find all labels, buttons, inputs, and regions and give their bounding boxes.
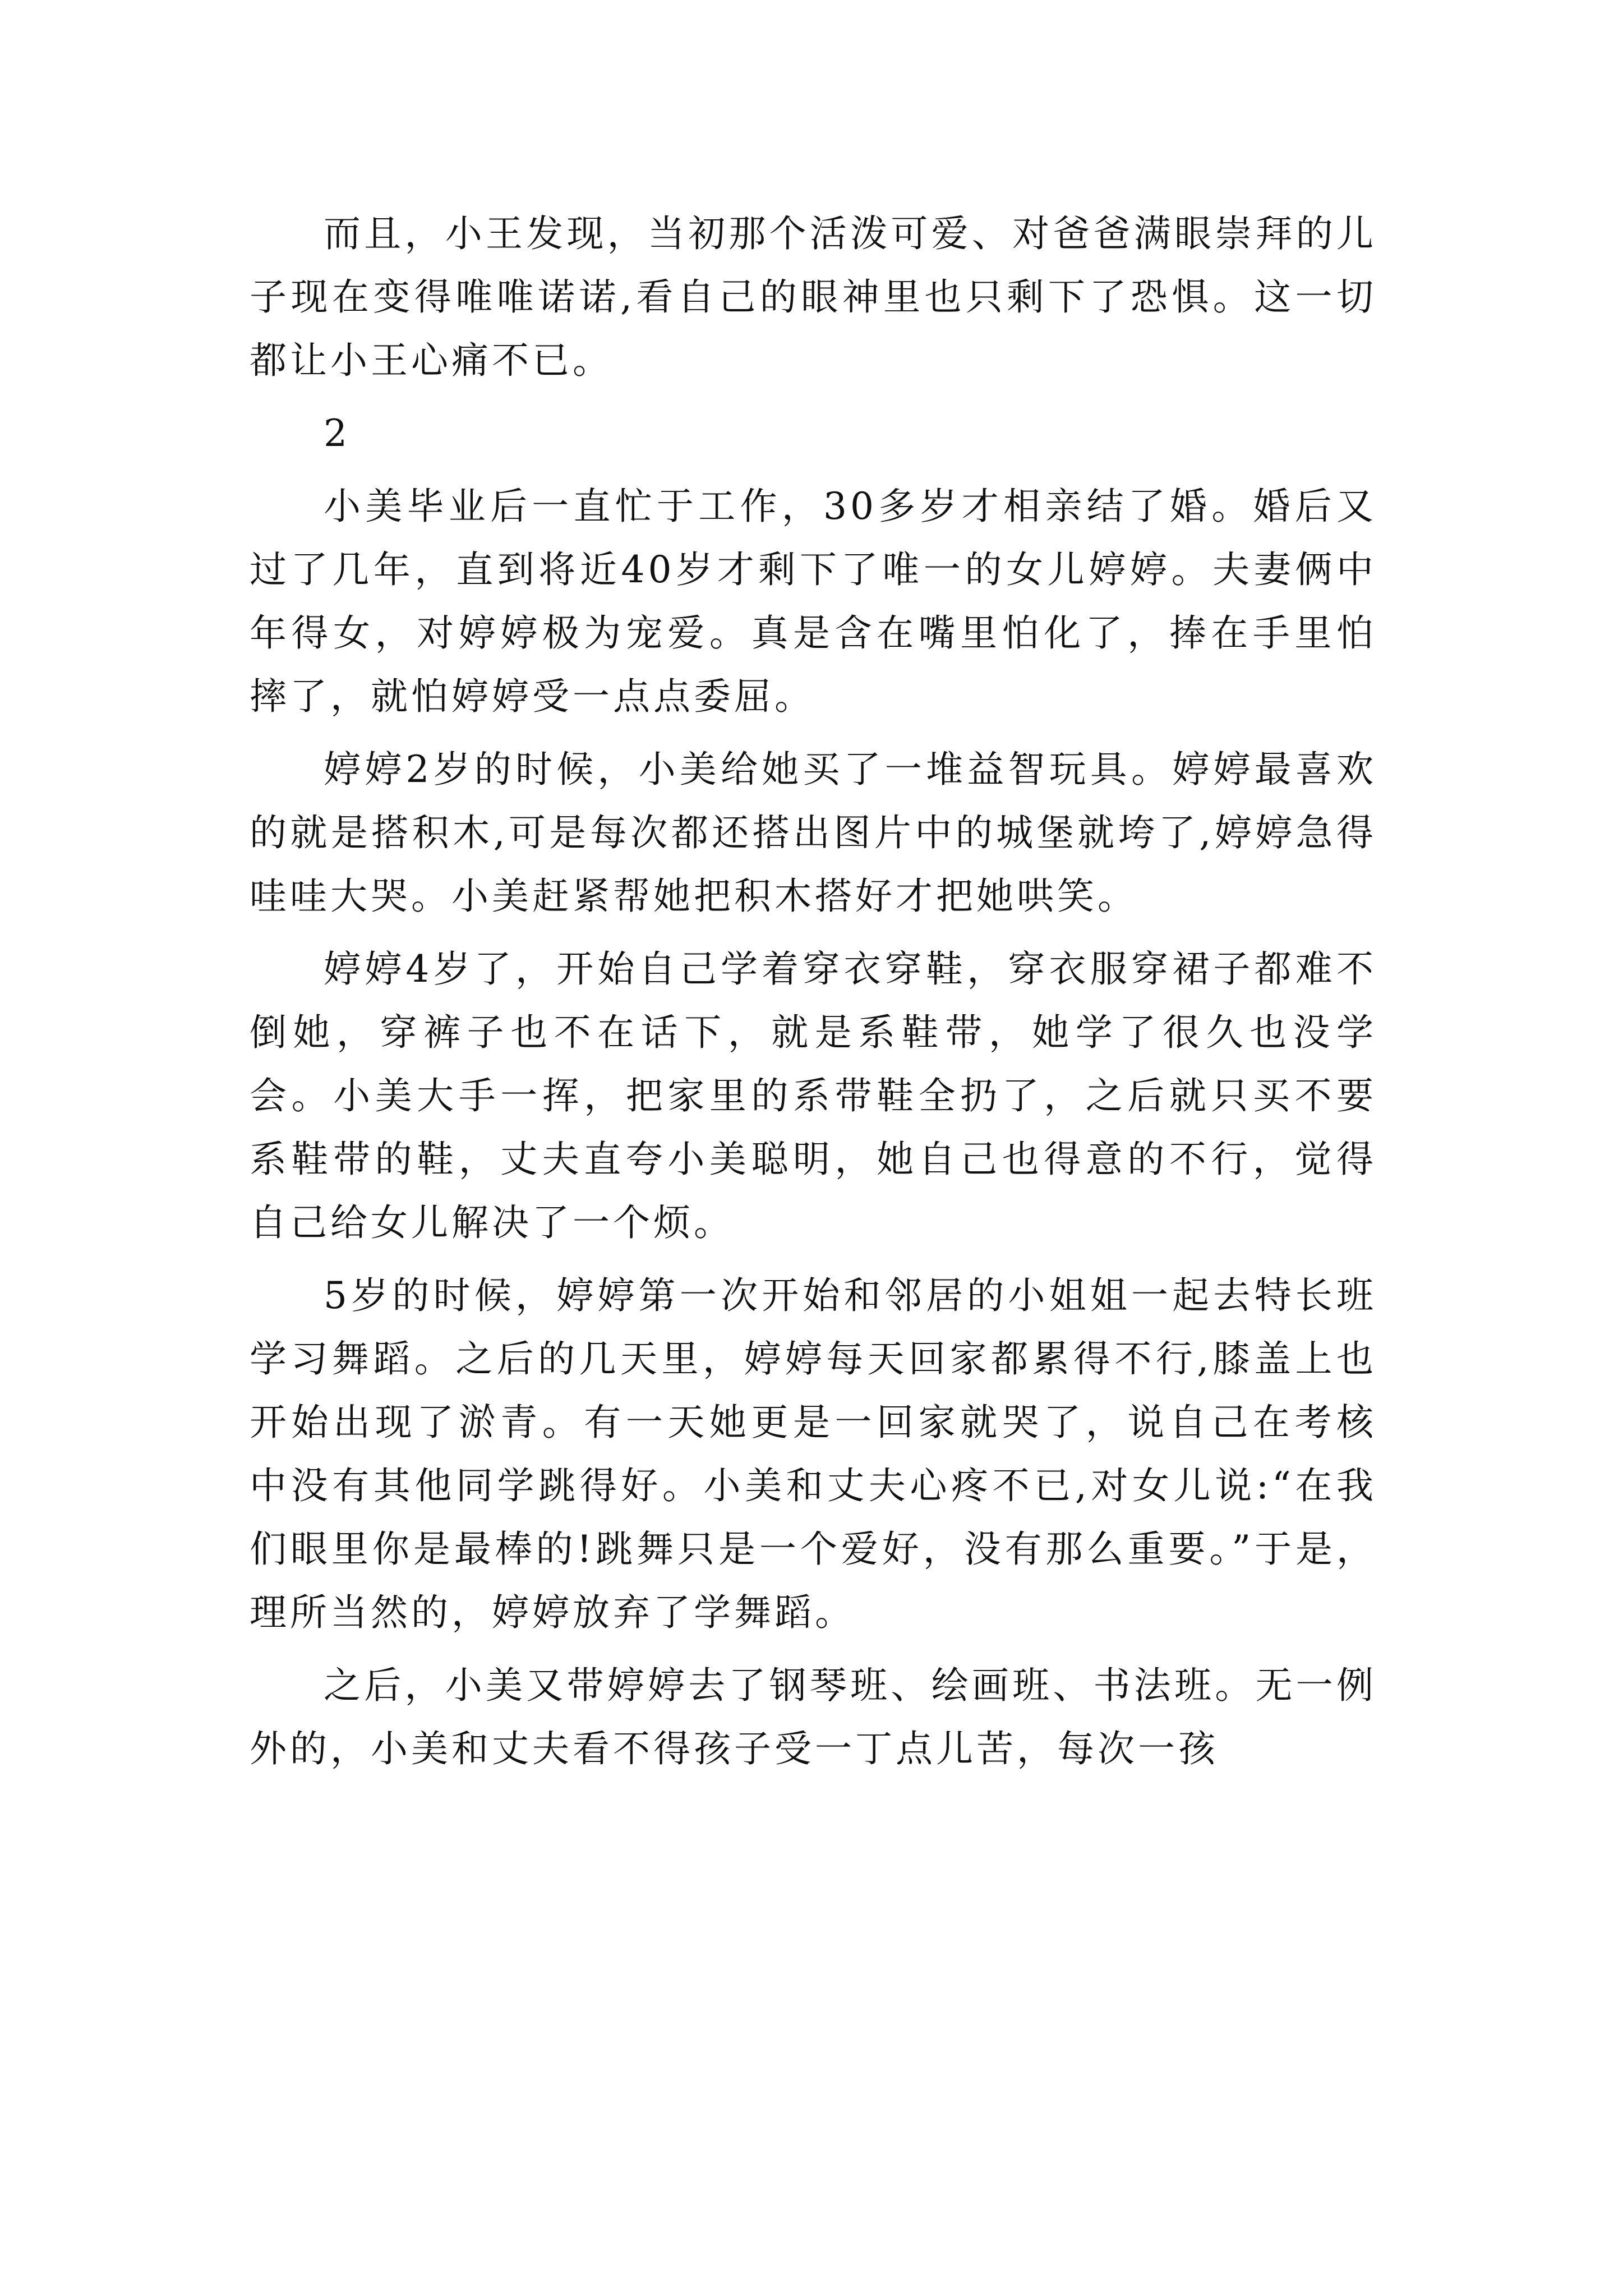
paragraph-xiaowang-regret: 而且，小王发现，当初那个活泼可爱、对爸爸满眼崇拜的儿子现在变得唯唯诺诺,看自己的眼神里也只剩下了恐惧。这一切都让小王心痛不已。: [250, 212, 1377, 382]
article-body: [250, 202, 1377, 1790]
section-number: 2: [324, 412, 351, 455]
paragraph-xiaomei-marriage: 小美毕业后一直忙于工作，30多岁才相亲结了婚。婚后又过了几年，直到将近40岁才剩下了唯一的女儿婷婷。夫妻俩中年得女，对婷婷极为宠爱。真是含在嘴里怕化了，捧在手里怕摔了，就怕婷婷受一点点委屈。: [250, 485, 1377, 718]
paragraph-other-classes: 之后，小美又带婷婷去了钢琴班、绘画班、书法班。无一例外的，小美和丈夫看不得孩子受一丁点儿苦，每次一孩: [250, 1664, 1377, 1770]
paragraph-dance-class: 5岁的时候，婷婷第一次开始和邻居的小姐姐一起去特长班学习舞蹈。之后的几天里，婷婷每天回家都累得不行,膝盖上也开始出现了淤青。有一天她更是一回家就哭了，说自己在考核中没有其他同学跳得好。小美和丈夫心疼不已,对女儿说:“在我们眼里你是最棒的!跳舞只是一个爱好，没有那么重要。”于是，理所当然的，婷婷放弃了学舞蹈。: [250, 1274, 1377, 1634]
paragraph-building-blocks: 婷婷2岁的时候，小美给她买了一堆益智玩具。婷婷最喜欢的就是搭积木,可是每次都还搭出图片中的城堡就垮了,婷婷急得哇哇大哭。小美赶紧帮她把积木搭好才把她哄笑。: [250, 748, 1377, 918]
paragraph-shoelaces: 婷婷4岁了，开始自己学着穿衣穿鞋，穿衣服穿裙子都难不倒她，穿裤子也不在话下，就是系鞋带，她学了很久也没学会。小美大手一挥，把家里的系带鞋全扔了，之后就只买不要系鞋带的鞋，丈夫直夸小美聪明，她自己也得意的不行，觉得自己给女儿解决了一个烦。: [250, 947, 1377, 1244]
